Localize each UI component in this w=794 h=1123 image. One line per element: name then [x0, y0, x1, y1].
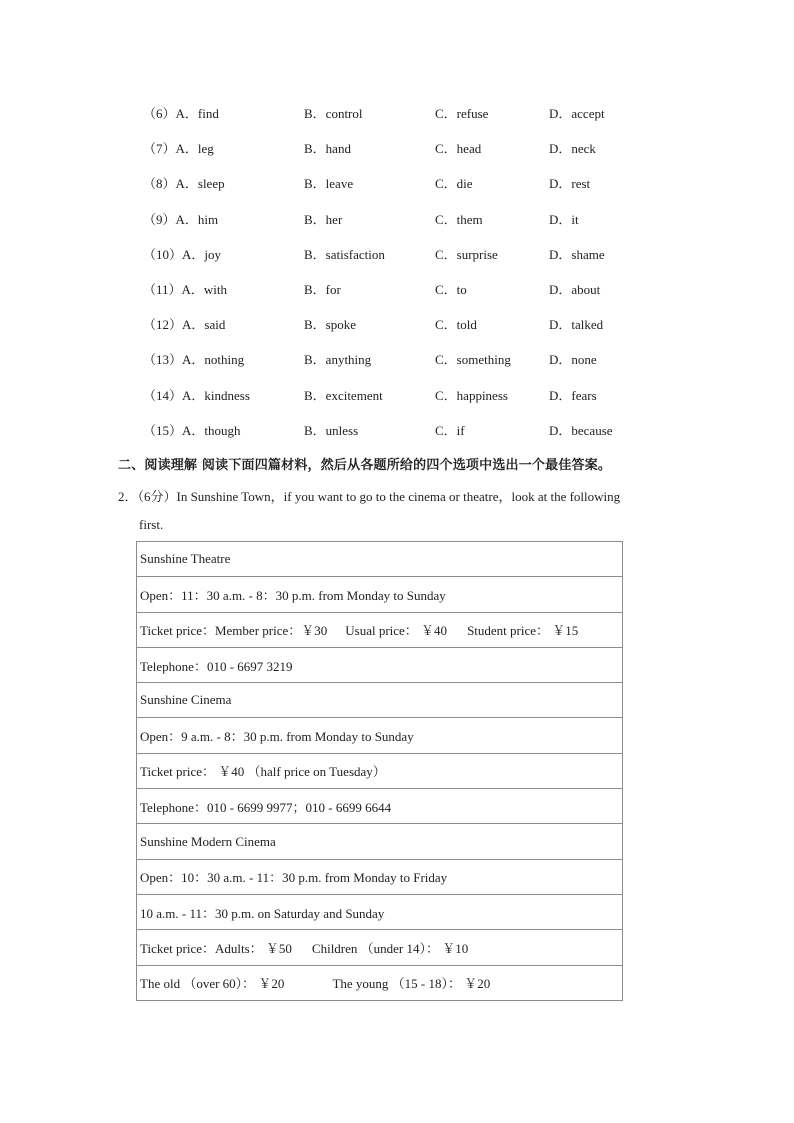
option-c: C．something — [435, 352, 511, 368]
table-row — [137, 789, 623, 824]
choice-row — [143, 174, 663, 209]
table-row — [137, 577, 623, 612]
option-d: D．talked — [549, 317, 604, 333]
choice-row — [143, 139, 663, 174]
option-b: B．spoke — [304, 317, 357, 333]
choice-row — [143, 386, 663, 421]
option-b: B．excitement — [304, 387, 383, 403]
table-row — [137, 612, 623, 647]
question-text-continued: first. — [139, 517, 164, 532]
choice-row — [143, 245, 663, 280]
option-b: B．for — [304, 281, 341, 297]
venue-name: Sunshine Modern Cinema — [137, 824, 623, 859]
choice-row — [143, 210, 663, 245]
table-row — [137, 683, 623, 718]
option-b: B．control — [304, 106, 363, 121]
section-heading: 二、阅读理解 阅读下面四篇材料，然后从各题所给的四个选项中选出一个最佳答案。 — [118, 458, 612, 473]
option-a: （8）A．sleep — [143, 176, 225, 192]
table-row — [137, 542, 623, 577]
option-b: B．unless — [304, 422, 359, 438]
table-row — [137, 859, 623, 894]
telephone: Telephone：010 - 6699 9977；010 - 6699 6644 — [137, 789, 623, 824]
ticket-price-cell — [137, 612, 623, 647]
question-text: 2．（6分）In Sunshine Town，if you want to go to the cinema or theatre，look at the following — [118, 489, 621, 504]
choice-row — [143, 421, 663, 456]
option-c: C．happiness — [435, 387, 508, 403]
opening-hours: Open：10：30 a.m. - 11：30 p.m. from Monday to Friday — [137, 859, 623, 894]
ticket-price-young: The young （15 - 18）： ￥20 — [332, 976, 491, 992]
table-row — [137, 753, 623, 788]
option-b: B．anything — [304, 352, 372, 368]
option-b: B．leave — [304, 176, 354, 192]
ticket-price-adults: Ticket price：Adults： ￥50 — [140, 940, 292, 956]
option-b: B．hand — [304, 141, 351, 157]
option-b: B．satisfaction — [304, 246, 385, 262]
option-c: C．them — [435, 211, 483, 227]
venue-name: Sunshine Cinema — [137, 683, 623, 718]
option-d: D．it — [549, 211, 579, 227]
option-c: C．if — [435, 422, 465, 438]
venue-name: Sunshine Theatre — [137, 542, 623, 577]
opening-hours: Open：9 a.m. - 8：30 p.m. from Monday to Sunday — [137, 718, 623, 753]
option-c: C．told — [435, 317, 477, 333]
table-row — [137, 930, 623, 965]
choice-row — [143, 350, 663, 385]
choice-row — [143, 315, 663, 350]
table-row — [137, 965, 623, 1000]
option-d: D．fears — [549, 387, 597, 403]
option-c: C．to — [435, 281, 467, 297]
multiple-choice-list — [143, 104, 663, 456]
table-row — [137, 647, 623, 682]
opening-hours: Open：11：30 a.m. - 8：30 p.m. from Monday to Sunday — [137, 577, 623, 612]
option-d: D．neck — [549, 141, 596, 157]
ticket-price-children: Children （under 14）： ￥10 — [311, 940, 469, 956]
option-a: （6）A．find — [143, 106, 219, 121]
choice-row — [143, 104, 663, 139]
option-d: D．none — [549, 352, 597, 368]
option-a: （11）A．with — [143, 281, 228, 297]
ticket-price-cell — [137, 965, 623, 1000]
option-a: （9）A．him — [143, 211, 219, 227]
option-a: （15）A．though — [143, 422, 241, 438]
ticket-price-member: Ticket price：Member price：￥30 — [140, 623, 328, 639]
option-c: C．head — [435, 141, 482, 157]
option-d: D．rest — [549, 176, 591, 192]
ticket-price-usual: Usual price： ￥40 — [345, 623, 448, 639]
option-a: （7）A．leg — [143, 141, 214, 157]
option-b: B．her — [304, 211, 343, 227]
table-row — [137, 894, 623, 929]
option-d: D．shame — [549, 246, 605, 262]
table-row — [137, 718, 623, 753]
opening-hours-weekend: 10 a.m. - 11：30 p.m. on Saturday and Sunday — [137, 894, 623, 929]
venue-info-table — [136, 541, 623, 1001]
ticket-price: Ticket price： ￥40 （half price on Tuesday） — [137, 753, 623, 788]
table-row — [137, 824, 623, 859]
ticket-price-student: Student price： ￥15 — [467, 623, 579, 639]
option-d: D．about — [549, 281, 601, 297]
option-c: C．surprise — [435, 246, 498, 262]
ticket-price-old: The old （over 60）： ￥20 — [140, 976, 285, 992]
option-c: C．die — [435, 176, 473, 192]
option-a: （14）A．kindness — [143, 387, 250, 403]
option-a: （10）A．joy — [143, 246, 222, 262]
ticket-price-cell — [137, 930, 623, 965]
telephone: Telephone：010 - 6697 3219 — [137, 647, 623, 682]
choice-row — [143, 280, 663, 315]
option-d: D．accept — [549, 106, 605, 121]
option-d: D．because — [549, 422, 613, 438]
option-c: C．refuse — [435, 106, 489, 121]
option-a: （12）A．said — [143, 317, 226, 333]
option-a: （13）A．nothing — [143, 352, 245, 368]
